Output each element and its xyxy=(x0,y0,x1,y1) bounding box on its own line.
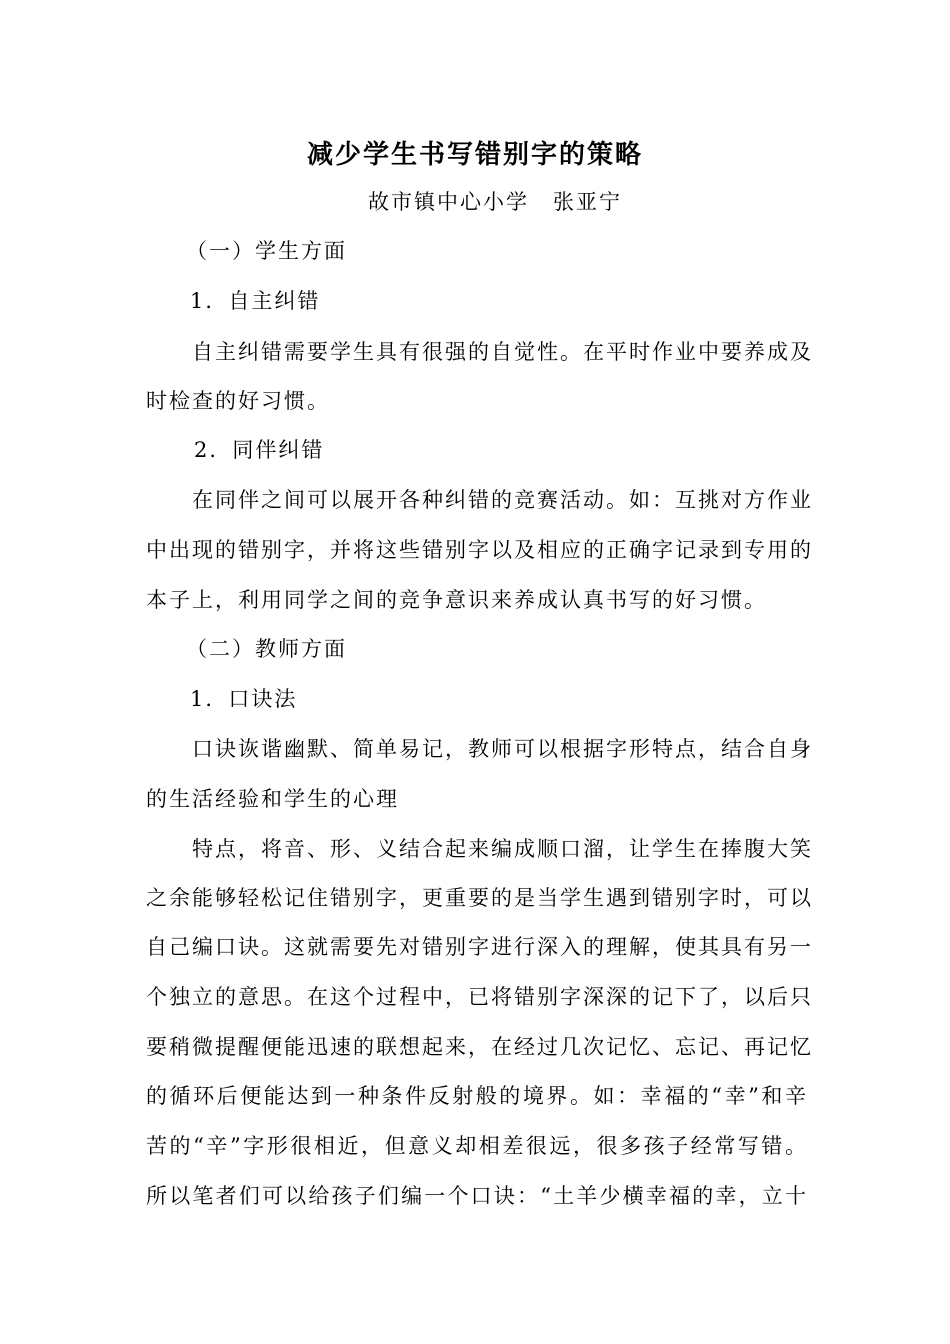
paragraph-line: 时检查的好习惯。 xyxy=(146,389,330,413)
section-heading-students: （一）学生方面 xyxy=(186,239,347,263)
paragraph-line: 在同伴之间可以展开各种纠错的竞赛活动。如：互挑对方作业 xyxy=(192,488,813,512)
paragraph-line: 特点，将音、形、义结合起来编成顺口溜，让学生在捧腹大笑 xyxy=(192,837,813,861)
author-name: 张亚宁 xyxy=(553,190,622,214)
paragraph-line: 自主纠错需要学生具有很强的自觉性。在平时作业中要养成及 xyxy=(192,340,813,364)
paragraph-line: 个独立的意思。在这个过程中，已将错别字深深的记下了，以后只 xyxy=(146,985,813,1009)
subheading-mnemonic-method: 1．口诀法 xyxy=(190,687,298,711)
subheading-peer-correction: 2．同伴纠错 xyxy=(194,438,325,462)
paragraph-line: 中出现的错别字，并将这些错别字以及相应的正确字记录到专用的 xyxy=(146,538,813,562)
paragraph-line: 之余能够轻松记住错别字，更重要的是当学生遇到错别字时，可以 xyxy=(146,886,813,910)
paragraph-line: 本子上，利用同学之间的竞争意识来养成认真书写的好习惯。 xyxy=(146,588,767,612)
paragraph-line: 要稍微提醒便能迅速的联想起来，在经过几次记忆、忘记、再记忆 xyxy=(146,1035,813,1059)
paragraph-line: 所以笔者们可以给孩子们编一个口诀：“土羊少横幸福的幸，立十 xyxy=(146,1184,808,1208)
paragraph-line: 口诀诙谐幽默、简单易记，教师可以根据字形特点，结合自身 xyxy=(192,737,813,761)
paragraph-line: 的循环后便能达到一种条件反射般的境界。如：幸福的“幸”和辛 xyxy=(146,1084,808,1108)
paragraph-line: 的生活经验和学生的心理 xyxy=(146,787,399,811)
author-school: 故市镇中心小学 xyxy=(368,190,529,214)
section-heading-teachers: （二）教师方面 xyxy=(186,637,347,661)
paragraph-line: 苦的“辛”字形很相近，但意义却相差很远，很多孩子经常写错。 xyxy=(146,1134,808,1158)
paragraph-line: 自己编口诀。这就需要先对错别字进行深入的理解，使其具有另一 xyxy=(146,935,813,959)
author-line xyxy=(0,186,950,216)
subheading-self-correction: 1．自主纠错 xyxy=(190,289,321,313)
document-title: 减少学生书写错别字的策略 xyxy=(306,140,643,170)
